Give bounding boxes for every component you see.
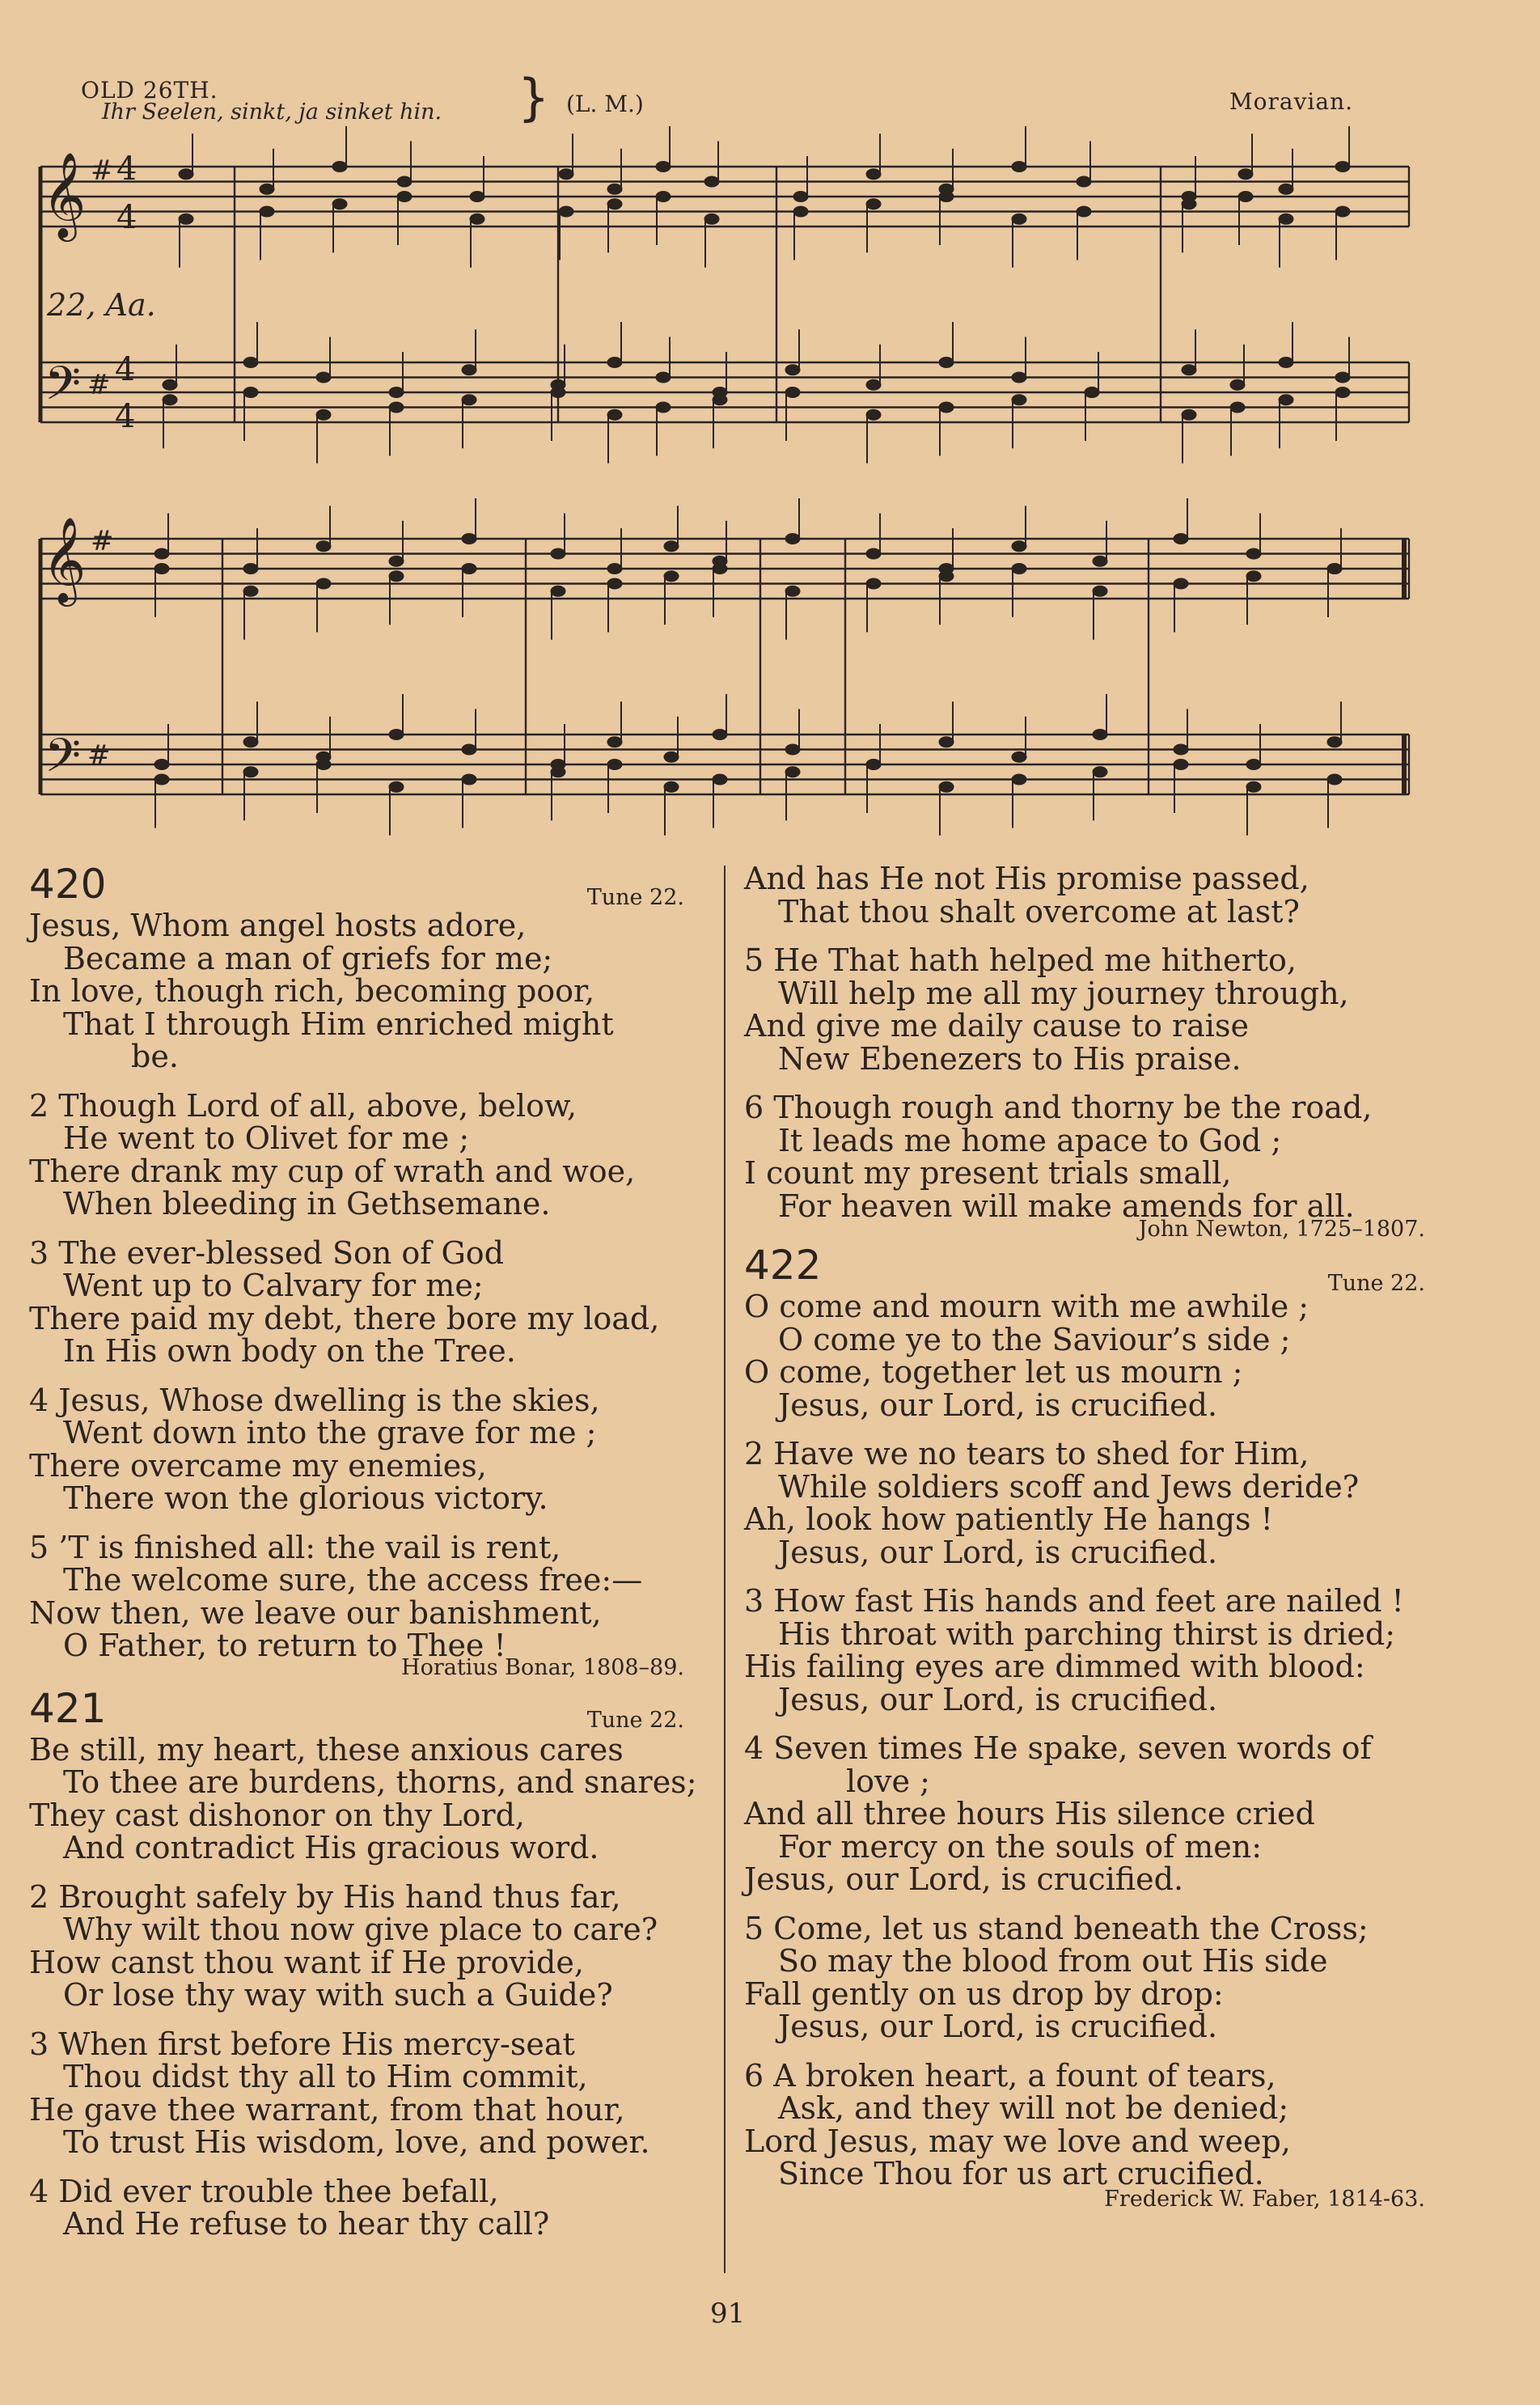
note-head [1279,358,1293,368]
note-head [389,571,404,582]
verse-line: O come and mourn with me awhile ; [744,1289,1309,1324]
note-head [551,586,565,596]
verse-line: Ask, and they will not be denied; [778,2090,1289,2126]
note-head [1335,162,1350,172]
tune-name: OLD 26TH. [81,77,218,104]
verse-line: Jesus, our Lord, is crucified. [778,1534,1218,1570]
stanza [29,1234,684,1369]
note-head [656,192,671,202]
stanza [744,1912,1425,2043]
verse-line: 2 Have we no tears to shed for Him, [744,1436,1309,1471]
note-head [1182,365,1196,375]
note-head [939,358,954,368]
note-head [785,534,800,544]
note-head [462,534,476,544]
note-head [1012,752,1026,762]
note-head [607,737,622,747]
verse-line: There drank my cup of wrath and woe, [29,1153,636,1189]
verse-line: While soldiers scoff and Jews deride? [778,1468,1360,1505]
note-head [551,548,565,559]
stanza [29,1087,684,1222]
verse-line: And contradict His gracious word. [63,1830,599,1865]
note-head [713,395,727,405]
note-head [656,372,671,383]
verse-line: That I through Him enriched might [63,1006,614,1042]
note-head [1093,586,1107,596]
note-head [462,395,476,405]
note-head [607,409,622,420]
stanza [29,1384,684,1515]
note-head [866,379,881,390]
treble-clef-icon: 𝄞 [42,151,87,238]
note-head [163,395,177,405]
note-head [1327,564,1342,574]
note-head [1012,395,1026,405]
note-head [1012,541,1026,552]
composer: Moravian. [1229,88,1354,115]
verse-line: 3 The ever-blessed Son of God [29,1234,504,1271]
note-head [866,548,881,559]
note-head [785,767,800,777]
note-head [793,192,808,202]
tune-reference: Tune 22. [586,1707,684,1733]
note-head [154,774,169,785]
stanza [29,2175,684,2241]
note-head [559,169,573,180]
note-head [607,578,622,589]
note-head [332,162,347,172]
note-head [1077,206,1091,217]
tune-number: 22, Aa. [47,287,156,323]
note-head [713,564,727,574]
note-head [607,564,622,574]
note-head [243,358,258,368]
verse-line: That thou shalt overcome at last? [778,893,1300,929]
verse-line: Jesus, our Lord, is crucified. [744,1861,1184,1897]
note-head [713,730,727,740]
note-head [866,760,881,770]
note-head [607,184,622,194]
note-head [260,184,274,194]
verse-line: When bleeding in Gethsemane. [63,1186,551,1222]
verse-line: 3 When first before His mercy-seat [29,2026,575,2062]
stanza [744,2057,1425,2191]
music-score [0,0,1540,857]
note-head [1182,199,1196,210]
sharp-icon: # [91,155,114,187]
stanza [29,2028,684,2159]
verse-line: Ah, look how patiently He hangs ! [744,1501,1273,1537]
note-head [1093,730,1107,740]
verse-line: There won the glorious victory. [63,1480,548,1516]
note-head [1246,548,1261,559]
stanza [744,1290,1425,1421]
note-head [1093,556,1107,566]
author: Horatius Bonar, 1808–89. [401,1654,684,1680]
brace-glyph: } [518,68,550,127]
note-head [664,752,679,762]
note-head [1238,169,1253,180]
verse-line: Thou didst thy all to Him commit, [63,2059,588,2094]
verse-line: Now then, we leave our banishment, [29,1594,602,1631]
verse-line: O Father, to return to Thee ! [63,1628,506,1663]
verse-line: He gave thee warrant, from that hour, [29,2091,625,2128]
verse-line: New Ebenezers to His praise. [778,1040,1242,1077]
verse-line: In His own body on the Tree. [63,1333,516,1369]
sharp-icon: # [87,369,111,401]
verse-line: For mercy on the souls of men: [778,1828,1263,1865]
verse-line: Became a man of griefs for me; [63,940,553,976]
note-head [607,760,622,770]
verse-line: And He refuse to hear thy call? [63,2206,550,2242]
verse-line: And give me daily cause to raise [744,1008,1249,1044]
note-head [656,402,671,413]
verse-line: 6 Though rough and thorny be the road, [744,1090,1373,1125]
note-head [332,199,347,210]
note-head [316,541,331,552]
note-head [1279,184,1293,194]
note-head [1174,744,1188,755]
verse-line: 4 Did ever trouble thee befall, [29,2173,499,2209]
hymn-number: 421 [29,1684,107,1732]
note-head [243,586,258,596]
hymn-number: 422 [744,1242,822,1289]
verse-line: To trust His wisdom, love, and power. [63,2124,650,2160]
verse-line: 4 Jesus, Whose dwelling is the skies, [29,1382,600,1418]
note-head [1182,409,1196,420]
hymn-421 [29,1684,697,2242]
verse-line: love ; [846,1763,930,1799]
verse-line: Or lose thy way with such a Guide? [63,1977,613,2013]
note-head [664,571,679,582]
verse-line: Jesus, Whom angel hosts adore, [29,908,527,943]
note-head [154,564,169,574]
verse-line: For heaven will make amends for all. [778,1188,1355,1224]
stanza [744,1585,1425,1716]
verse-line: The welcome sure, the access free:— [63,1562,643,1598]
verse-line: Jesus, our Lord, is crucified. [778,2009,1218,2044]
note-head [1335,372,1350,383]
verse-line: In love, though rich, becoming poor, [29,973,595,1009]
note-head [866,199,881,210]
note-head [1012,564,1026,574]
column-left [29,861,697,2242]
note-head [785,586,800,596]
note-head [316,760,331,770]
treble-clef-icon: 𝄞 [42,516,87,603]
note-head [470,214,484,224]
verse-line: Fall gently on us drop by drop: [744,1975,1224,2012]
time-signature: 4 [116,150,138,188]
note-head [389,781,404,792]
note-head [163,379,177,390]
note-head [243,564,258,574]
note-head [1246,760,1261,770]
page-number: 91 [710,2297,746,2330]
note-head [389,730,404,740]
note-head [1012,774,1026,785]
verse-line: 5 He That hath helped me hitherto, [744,942,1297,978]
hymn-number: 420 [29,861,107,908]
note-head [866,578,881,589]
note-head [607,358,622,368]
note-head [1327,737,1342,747]
tune-subtitle: Ihr Seelen, sinkt, ja sinket hin. [102,100,442,125]
note-head [1174,578,1188,589]
note-head [462,774,476,785]
note-head [397,176,412,187]
verse-line: Will help me all my journey through, [778,975,1349,1011]
verse-line: 3 How fast His hands and feet are nailed ! [744,1583,1404,1619]
verse-line: Why wilt thou now give place to care? [63,1912,658,1947]
verse-line: There overcame my enemies, [29,1447,487,1484]
note-head [704,214,719,224]
verse-line: 5 ’T is finished all: the vail is rent, [29,1529,561,1565]
note-head [154,760,169,770]
verse-line: Jesus, our Lord, is crucified. [778,1681,1218,1717]
note-head [551,387,565,398]
verse-line: They cast dishonor on thy Lord, [29,1797,525,1833]
verse-line: He went to Olivet for me ; [63,1120,470,1156]
note-head [551,767,565,777]
note-head [260,206,274,217]
note-head [1327,774,1342,785]
note-head [785,387,800,398]
note-head [939,192,954,202]
note-head [704,176,719,187]
note-head [470,192,484,202]
verse-line: 6 A broken heart, a fount of tears, [744,2057,1276,2094]
note-head [1085,387,1099,398]
note-head [939,781,954,792]
verse-line: To thee are burdens, thorns, and snares; [63,1764,697,1800]
note-head [1230,379,1245,390]
note-head [1279,395,1293,405]
note-head [1012,372,1026,383]
verse-line: 2 Brought safely by His hand thus far, [29,1878,621,1915]
column-divider [724,866,726,2273]
verse-line: Jesus, our Lord, is crucified. [778,1387,1218,1423]
note-head [389,387,404,398]
note-head [1077,176,1091,187]
bass-clef-icon: 𝄢 [44,728,82,794]
note-head [316,372,331,383]
verse-line: His throat with parching thirst is dried; [778,1615,1396,1652]
note-head [179,214,193,224]
stanza [744,1732,1425,1896]
note-head [1238,192,1253,202]
verse-line: O come ye to the Saviour’s side ; [778,1321,1291,1357]
note-head [243,767,258,777]
author: Frederick W. Faber, 1814-63. [1104,2186,1425,2212]
note-head [1230,402,1245,413]
note-head [389,556,404,566]
meter: (L. M.) [566,91,644,117]
verse-line: Be still, my heart, these anxious cares [29,1731,624,1768]
verse-line: His failing eyes are dimmed with blood: [744,1649,1365,1684]
stanza [744,1091,1425,1222]
note-head [1174,534,1188,544]
time-signature: 4 [116,199,138,236]
stanza [29,1531,684,1662]
verse-line: Went up to Calvary for me; [63,1268,484,1303]
note-head [243,737,258,747]
hymn-420 [29,861,684,1680]
note-head [1174,760,1188,770]
note-head [462,564,476,574]
note-head [793,206,808,217]
note-head [1012,214,1026,224]
note-head [939,402,954,413]
note-head [462,365,476,375]
note-head [785,744,800,755]
note-head [243,387,258,398]
verse-line: Went down into the grave for me ; [63,1415,597,1450]
time-signature: 4 [115,398,136,435]
verse-line: O come, together let us mourn ; [744,1354,1243,1390]
note-head [462,744,476,755]
verse-line: 5 Come, let us stand beneath the Cross; [744,1910,1369,1946]
note-head [713,774,727,785]
note-head [559,206,573,217]
stanza [744,1437,1425,1569]
verse-line: 2 Though Lord of all, above, below, [29,1087,578,1124]
verse-line: Since Thou for us art crucified. [778,2156,1264,2191]
note-head [866,409,881,420]
tune-reference: Tune 22. [586,885,684,910]
verse-line: How canst thou want if He provide, [29,1944,584,1980]
note-head [664,781,679,792]
note-head [656,162,671,172]
note-head [1335,206,1350,217]
sharp-icon: # [91,525,114,557]
note-head [1246,781,1261,792]
verse-line: And all three hours His silence cried [744,1796,1315,1831]
note-head [1246,571,1261,582]
note-head [785,365,800,375]
note-head [1335,387,1350,398]
note-head [866,169,881,180]
stanza [29,1878,684,2013]
stanza [29,909,684,1073]
tune-reference: Tune 22. [1327,1271,1425,1296]
stanza [29,1731,697,1865]
note-head [664,541,679,552]
author: John Newton, 1725–1807. [1138,1217,1425,1242]
note-head [397,192,412,202]
note-head [389,402,404,413]
note-head [1012,162,1026,172]
time-signature: 4 [115,351,136,388]
note-head [154,548,169,559]
stanza [744,862,1425,928]
bass-clef-icon: 𝄢 [44,356,82,422]
note-head [607,199,622,210]
column-right [744,862,1425,2212]
verse-line: It leads me home apace to God ; [778,1122,1282,1158]
hymn-422 [744,1242,1425,2212]
note-head [179,169,193,180]
note-head [939,737,954,747]
stanza [744,944,1425,1075]
verse-line: There paid my debt, there bore my load, [29,1300,660,1336]
verse-line: I count my present trials small, [744,1155,1232,1191]
note-head [1093,767,1107,777]
sharp-icon: # [87,739,111,772]
note-head [939,571,954,582]
verse-line: Lord Jesus, may we love and weep, [744,2123,1291,2159]
note-head [316,578,331,589]
verse-line: And has He not His promise passed, [744,861,1309,896]
verse-line: be. [131,1039,179,1074]
note-head [316,409,331,420]
verse-line: So may the blood from out His side [778,1943,1328,1979]
note-head [1279,214,1293,224]
verse-line: 4 Seven times He spake, seven words of [744,1730,1372,1766]
